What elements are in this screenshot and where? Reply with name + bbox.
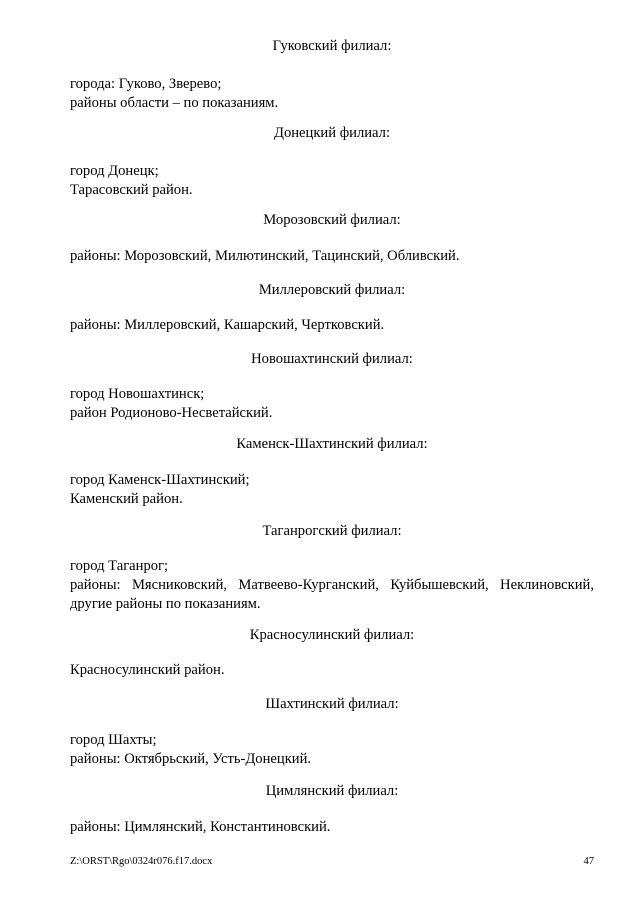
page-number: 47 xyxy=(583,856,594,867)
body-line: Тарасовский район. xyxy=(70,182,193,198)
page-footer xyxy=(70,854,594,870)
section-body xyxy=(70,818,594,837)
body-line: город Таганрог; xyxy=(70,558,169,574)
body-line: районы: Мясниковский, Матвеево-Курганский, Куйбышевский, Неклиновский, xyxy=(70,577,594,593)
section-heading: Морозовский филиал: xyxy=(263,212,401,228)
section-body xyxy=(70,316,594,335)
section-heading: Шахтинский филиал: xyxy=(265,696,399,712)
section-heading: Цимлянский филиал: xyxy=(265,783,399,799)
section-body xyxy=(70,162,594,200)
body-line: районы области – по показаниям. xyxy=(70,95,279,111)
section-body xyxy=(70,471,594,509)
body-line: город Каменск-Шахтинский; xyxy=(70,472,250,488)
section-heading: Миллеровский филиал: xyxy=(258,282,406,298)
body-line: район Родионово-Несветайский. xyxy=(70,405,273,421)
section-body xyxy=(70,731,594,769)
body-line: города: Гуково, Зверево; xyxy=(70,76,222,92)
body-line: Каменский район. xyxy=(70,491,183,507)
body-line: город Шахты; xyxy=(70,732,157,748)
body-line: другие районы по показаниям. xyxy=(70,596,261,612)
body-line: город Донецк; xyxy=(70,163,159,179)
section-body xyxy=(70,385,594,423)
body-line: районы: Миллеровский, Кашарский, Чертковский. xyxy=(70,317,385,333)
section-heading: Донецкий филиал: xyxy=(273,125,390,141)
section-body xyxy=(70,557,594,614)
section-heading: Таганрогский филиал: xyxy=(262,523,402,539)
body-line: районы: Октябрьский, Усть-Донецкий. xyxy=(70,751,312,767)
body-line: Красносулинский район. xyxy=(70,662,225,678)
body-line: районы: Морозовский, Милютинский, Тацинский, Обливский. xyxy=(70,248,460,264)
body-line: город Новошахтинск; xyxy=(70,386,205,402)
section-heading: Красносулинский филиал: xyxy=(249,627,415,643)
section-heading: Каменск-Шахтинский филиал: xyxy=(236,436,428,452)
section-body xyxy=(70,75,594,113)
section-body xyxy=(70,247,594,266)
file-path: Z:\ORST\Rgo\0324r076.f17.docx xyxy=(70,856,213,867)
section-heading: Новошахтинский филиал: xyxy=(251,351,413,367)
section-heading: Гуковский филиал: xyxy=(272,38,392,54)
section-body xyxy=(70,661,594,680)
body-line: районы: Цимлянский, Константиновский. xyxy=(70,819,331,835)
